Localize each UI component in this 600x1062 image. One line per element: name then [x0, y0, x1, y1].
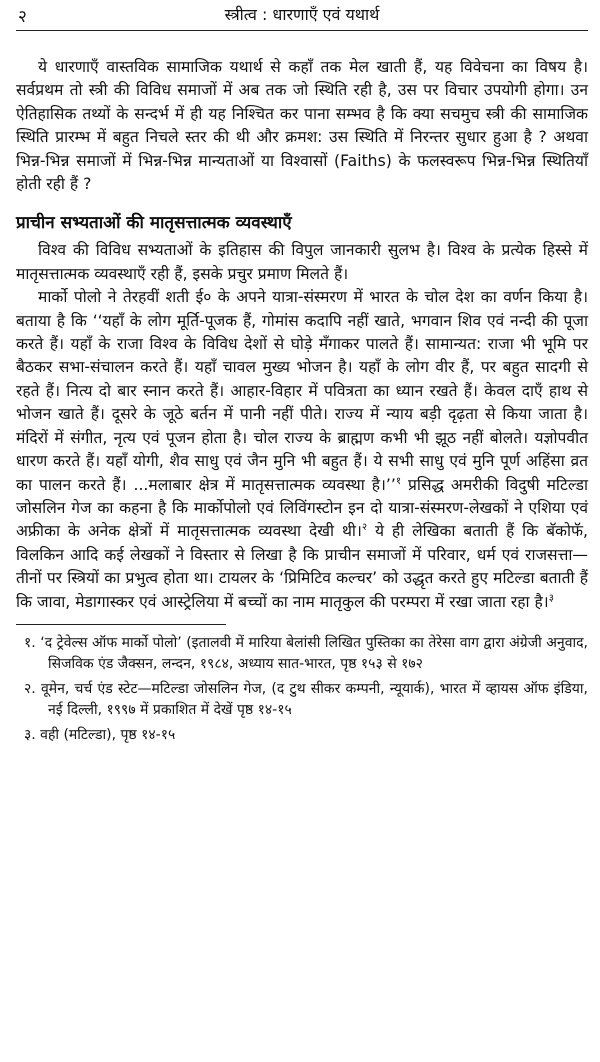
- footnote-ref-2: २: [361, 522, 368, 534]
- marco-polo-text: मार्को पोलो ने तेरहवीं शती ई० के अपने यात्रा-संस्मरण में भारत के चोल देश का वर्णन किया है। बताया है कि ‘‘यहाँ के लोग मूर्ति-पूजक हैं, गोमांस कदापि नहीं खाते, भगवान शिव एवं नन्दी की पूजा करते हैं। यहाँ के राजा विश्व के विविध देशों से घोड़े मँगाकर पालते हैं। सामान्यत: राजा भी भूमि पर बैठकर सभा-संचालन करते हैं। यहाँ चावल मुख्य भोजन है। यहाँ के लोग वीर हैं, पर बहुत सादगी से रहते हैं। नित्य दो बार स्नान करते हैं। आहार-विहार में पवित्रता का ध्यान रखते हैं। केवल दाएँ हाथ से भोजन खाते हैं। दूसरे के जूठे बर्तन में पानी नहीं पीते। राज्य में न्याय बड़ी दृढ़ता से किया जाता है। मंदिरों में संगीत, नृत्य एवं पूजन होता है। चोल राज्य के ब्राह्मण कभी भी झूठ नहीं बोलते। यज्ञोपवीत धारण करते हैं। यहाँ योगी, शैव साधु एवं जैन मुनि भी बहुत हैं। ये सभी साधु एवं मुनि पूर्ण अहिंसा व्रत का पालन करते हैं। ...मलाबार क्षेत्र में मातृसत्तात्मक व्यवस्था है।’’: [16, 288, 588, 494]
- intro-paragraph: ये धारणाएँ वास्तविक सामाजिक यथार्थ से कहाँ तक मेल खाती हैं, यह विवेचना का विषय है। सर्वप्रथम तो स्त्री की विविध समाजों में अब तक जो स्थिति रही है, उस पर विचार उपयोगी होगा। उन ऐतिहासिक तथ्यों के सन्दर्भ में ही यह निश्चित कर पाना सम्भव है कि क्या सचमुच स्त्री की सामाजिक स्थिति प्रारम्भ में बहुत निचले स्तर की थी और क्रमश: उस स्थिति में निरन्तर सुधार हुआ है ? अथवा भिन्न-भिन्न समाजों में भिन्न-भिन्न मान्यताओं या विश्वासों (Faiths) के फलस्वरूप भिन्न-भिन्न स्थितियाँ होती रही हैं ?: [16, 58, 588, 194]
- header-rule: [16, 30, 588, 31]
- matilda-text: प्रसिद्ध अमरीकी विदुषी मटिल्डा जोसलिन गेज का कहना है कि मार्कोपोलो एवं लिविंगस्टोन इन दो यात्रा-संस्मरण-लेखकों ने एशिया एवं अफ्रीका के अनेक क्षेत्रों में मातृसत्तात्मक व्यवस्था देखी थी।: [16, 475, 588, 541]
- book-page: [16, 0, 588, 1062]
- footnote-ref-1: १: [395, 475, 402, 487]
- tylor-text: ये ही लेखिका बताती हैं कि बॅकोफॅ, विलकिन आदि कई लेखकों ने विस्तार से लिखा है कि प्राचीन समाजों में परिवार, धर्म एवं राजसत्ता—तीनों पर स्त्रियों का प्रभुत्व होता था। टायलर के ‘प्रिमिटिव कल्चर’ को उद्धृत करते हुए मटिल्डा बताती हैं कि जावा, मेडागास्कर एवं आस्ट्रेलिया में बच्चों का नाम मातृकुल की परम्परा में रखा जाता रहा है।: [16, 522, 588, 611]
- paragraph-marco-polo: [16, 286, 588, 614]
- footnotes: [16, 633, 588, 746]
- footnote-rule: [16, 624, 226, 625]
- section-heading: प्राचीन सभ्यताओं की मातृसत्तात्मक व्यवस्थाएँ: [16, 213, 292, 234]
- footnote-ref-3: ३: [548, 592, 554, 604]
- footnote-2: २. वूमेन, चर्च एंड स्टेट—मटिल्डा जोसलिन गेज, (द टुथ सीकर कम्पनी, न्यूयार्क), भारत में व्हायस ऑफ इंडिया, नई दिल्ली, १९९७ में प्रकाशित में देखें पृष्ठ १४-१५: [24, 680, 588, 718]
- footnote-1: १. ‘द ट्रेवेल्स ऑफ मार्को पोलो’ (इतालवी में मारिया बेलांसी लिखित पुस्तिका का तेरेसा वाग द्वारा अंग्रेजी अनुवाद, सिजविक एंड जैक्सन, लन्दन, १९८४, अध्याय सात-भारत, पृष्ठ १५३ से १७२: [24, 634, 588, 672]
- page-number: २: [18, 7, 27, 27]
- page-header: [16, 0, 588, 34]
- paragraph-sabhyata: विश्व की विविध सभ्यताओं के इतिहास की विपुल जानकारी सुलभ है। विश्व के प्रत्येक हिस्से में मातृसत्तात्मक व्यवस्थाएँ रही हैं, इसके प्रचुर प्रमाण मिलते हैं।: [16, 241, 588, 283]
- running-title: स्त्रीत्व : धारणाएँ एवं यथार्थ: [224, 5, 380, 24]
- footnote-3: ३. वही (मटिल्डा), पृष्ठ १४-१५: [24, 726, 176, 743]
